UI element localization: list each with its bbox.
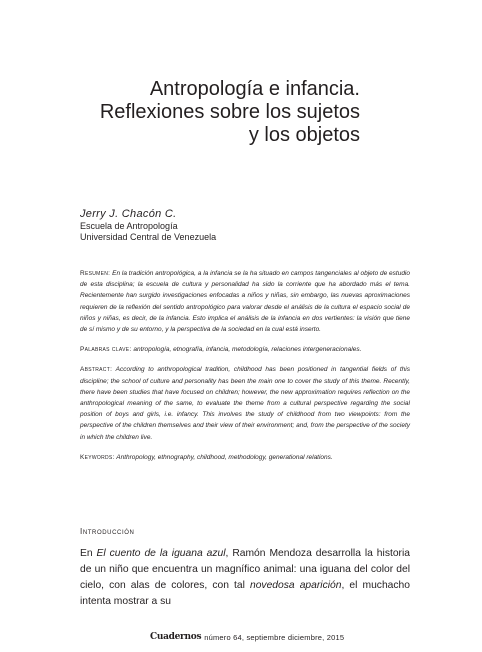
- abstract-paragraph: [80, 364, 410, 442]
- page-footer: [150, 632, 400, 642]
- section-heading-introduccion: Introducción: [80, 527, 135, 536]
- resumen-text: En la tradición antropológica, a la infancia se la ha situado en campos tangenciales al objeto de estudio de esta disciplina; la escuela de cultura y personalidad ha sido la corriente que ha abordado más el tema. Recientemente han surgido investigaciones enfocadas a niños y niñas, sin embargo, las nuevas aproximaciones requieren de la reflexión del sentido antropológico para valorar desde el análisis de la cultura el espacio social de niños y niñas, es decir, de la infancia. Esto implica el análisis de la infancia en dos vertientes: la visión que tiene de sí mismo y de su entorno, y la perspectiva de la sociedad en la cual está inserto.: [80, 270, 410, 334]
- keywords-label: Keywords:: [80, 453, 115, 461]
- palabras-clave-text: antropología, etnografía, infancia, metodología, relaciones intergeneracionales.: [133, 346, 362, 354]
- keywords-paragraph: [80, 452, 410, 463]
- journal-logo: Cuadernos: [150, 632, 202, 642]
- intro-book-title: El cuento de la iguana azul: [96, 548, 226, 559]
- palabras-clave-paragraph: [80, 344, 410, 355]
- abstract-text: According to anthropological tradition, childhood has been positioned in tangential fields of this discipline; the school of culture and personality has been the main one to cover the study of this theme. Recently, there have been studies that have focused on children; however, the new approximation requires reflection on the anthropological meaning of the same, to evaluate the theme from a cultural perspective regarding the social position of boys and girls, i.e. infancy. This involves the study of childhood from two viewpoints: from the perspective of the children themselves and their view of their environment; and, from the perspective of the society in which the children live.: [80, 366, 410, 441]
- palabras-clave-label: Palabras clave:: [80, 346, 132, 354]
- resumen-paragraph: [80, 268, 410, 335]
- intro-text-2: , Ramón Mendoza desarrolla la historia de un niño que encuentra un magnífico animal: una iguana del color del cielo, con alas de colores, con tal: [80, 548, 411, 591]
- title-line-2: Reflexiones sobre los sujetos: [99, 101, 360, 123]
- title-line-3: y los objetos: [248, 124, 360, 146]
- issue-info: número 64, septiembre diciembre, 2015: [204, 632, 345, 642]
- intro-italic-phrase: novedosa aparición: [249, 580, 342, 591]
- abstract-block: [80, 268, 410, 463]
- resumen-label: Resumen:: [80, 270, 111, 277]
- intro-text-1: En: [80, 548, 97, 559]
- introduccion-paragraph: [80, 546, 410, 610]
- affiliation-university: Universidad Central de Venezuela: [80, 232, 217, 242]
- article-title: [80, 78, 360, 147]
- keywords-text: Anthropology, ethnography, childhood, methodology, generational relations.: [116, 453, 333, 461]
- author-block: [80, 208, 400, 243]
- abstract-label: Abstract:: [80, 366, 113, 374]
- intro-text-3: , el muchacho intenta mostrar a su: [80, 580, 410, 607]
- title-line-1: Antropología e infancia.: [149, 78, 360, 100]
- author-name: Jerry J. Chacón C.: [80, 208, 177, 220]
- affiliation-school: Escuela de Antropología: [80, 221, 178, 231]
